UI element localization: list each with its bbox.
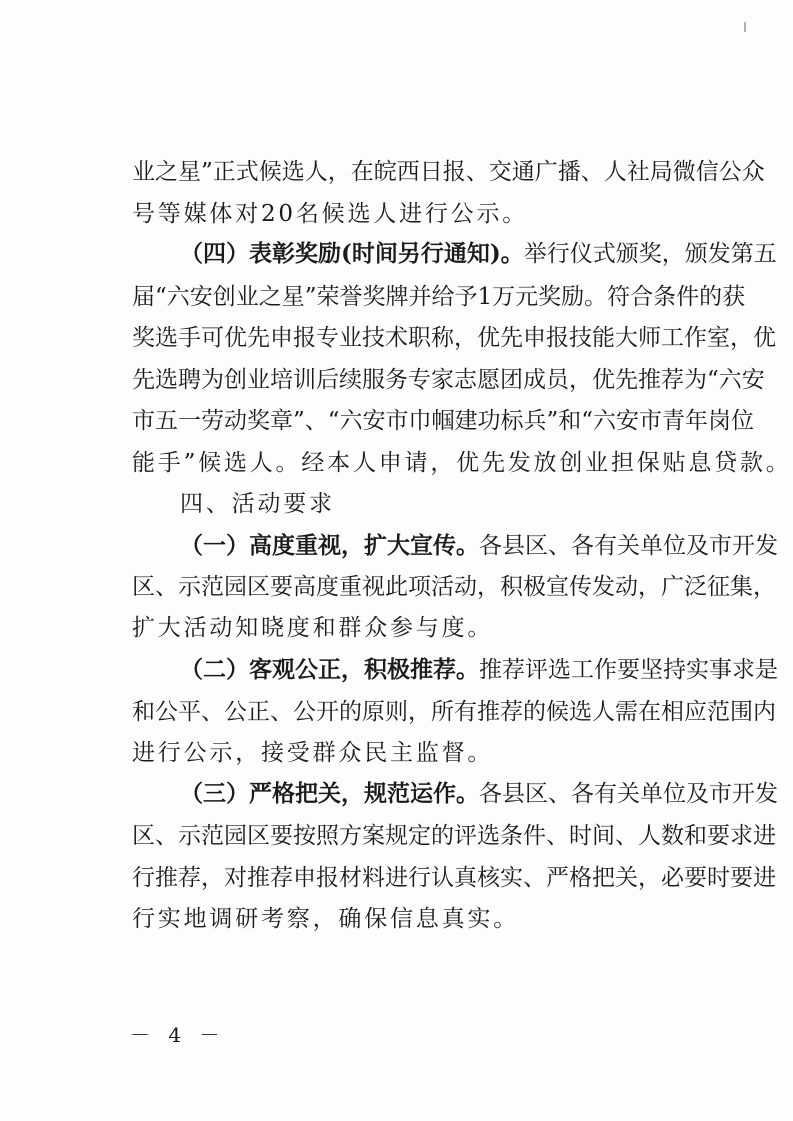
body-text-line: 届“六安创业之星”荣誉奖牌并给予1万元奖励。符合条件的获 xyxy=(132,284,746,310)
section-heading-line: （一）高度重视，扩大宣传。各县区、各有关单位及市开发 xyxy=(180,532,778,559)
body-text-line: 区、示范园区要高度重视此项活动，积极宣传发动，广泛征集， xyxy=(132,574,776,600)
body-text-line: 区、示范园区要按照方案规定的评选条件、时间、人数和要求进 xyxy=(132,823,776,849)
page-number: － 4 － xyxy=(130,1023,226,1047)
section-heading-line: （二）客观公正，积极推荐。推荐评选工作要坚持实事求是 xyxy=(180,656,778,683)
body-text-line: 行实地调研考察，确保信息真实。 xyxy=(132,906,519,932)
body-text-line: 能手”候选人。经本人申请，优先发放创业担保贴息贷款。 xyxy=(132,450,792,476)
body-text-line: 行推荐，对推荐申报材料进行认真核实、严格把关，必要时要进 xyxy=(132,865,776,891)
body-text-line: 号等媒体对20名候选人进行公示。 xyxy=(132,201,529,227)
chapter-heading: 四、活动要求 xyxy=(180,491,335,517)
body-text-line: 扩大活动知晓度和群众参与度。 xyxy=(132,615,494,641)
body-text-line: 奖选手可优先申报专业技术职称，优先申报技能大师工作室，优 xyxy=(132,325,776,351)
section-heading-line: （三）严格把关，规范运作。各县区、各有关单位及市开发 xyxy=(180,780,778,807)
body-text-line: 业之星”正式候选人，在皖西日报、交通广播、人社局微信公众 xyxy=(132,159,765,185)
scan-mark xyxy=(744,22,746,32)
body-text-line: 和公平、公正、公开的原则，所有推荐的候选人需在相应范围内 xyxy=(132,699,776,725)
body-text-line: 进行公示，接受群众民主监督。 xyxy=(132,740,494,766)
section-heading: （二）客观公正，积极推荐。 xyxy=(180,656,479,683)
section-heading: （四）表彰奖励(时间另行通知)。 xyxy=(180,240,524,267)
section-heading: （一）高度重视，扩大宣传。 xyxy=(180,532,479,559)
body-text-line: 市五一劳动奖章”、“六安市巾帼建功标兵”和“六安市青年岗位 xyxy=(132,408,755,434)
section-heading-line: （四）表彰奖励(时间另行通知)。举行仪式颁奖，颁发第五 xyxy=(180,240,777,267)
body-text-line: 先选聘为创业培训后续服务专家志愿团成员，优先推荐为“六安 xyxy=(132,367,765,393)
section-heading: （三）严格把关，规范运作。 xyxy=(180,780,479,807)
